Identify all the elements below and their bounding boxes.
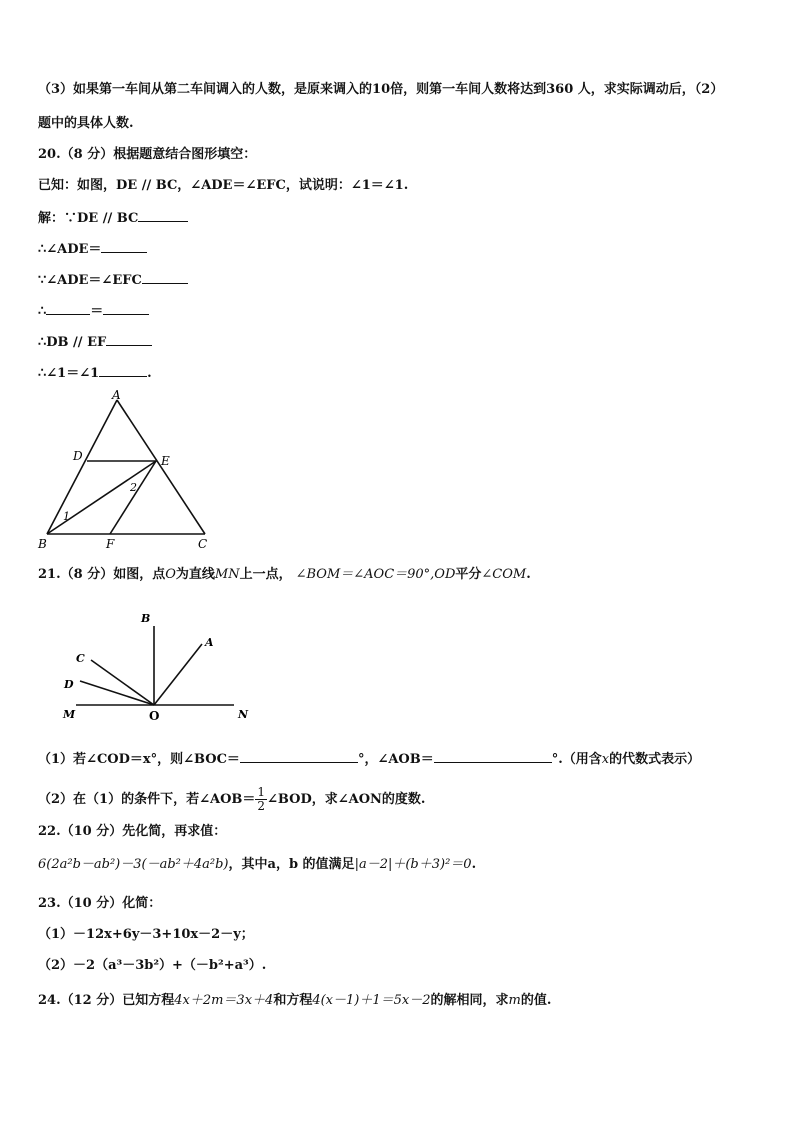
q21-part1-d: 的代数式表示） <box>609 752 701 767</box>
fraction-numerator: 1 <box>257 785 266 799</box>
q20-given: 已知：如图，DE // BC，∠ADE＝∠EFC，试说明：∠1＝∠1. <box>38 178 409 193</box>
answer-blank[interactable] <box>99 364 147 377</box>
q21-part2-b: ∠BOD，求∠AON的度数. <box>267 792 426 807</box>
q19-part3-line2: 题中的具体人数. <box>38 116 134 131</box>
label-b: B <box>38 537 47 551</box>
ray-od <box>80 681 154 705</box>
q20-step-2-text: ∴∠ADE＝ <box>38 242 102 257</box>
label-e: E <box>161 454 170 468</box>
angle-label-1: 1 <box>63 510 70 523</box>
fraction-denominator: 2 <box>257 799 266 813</box>
answer-blank[interactable] <box>106 333 152 346</box>
q20-step-1-text: 解：∵DE // BC <box>38 211 139 226</box>
q22-end: . <box>471 857 477 872</box>
q21-heading <box>38 567 531 583</box>
label-f: F <box>106 537 115 551</box>
q22-mid: ，其中a，b 的值满足 <box>228 857 355 872</box>
q21-part1-x: x <box>601 752 610 767</box>
q22-heading: 22.（10 分）先化简，再求值： <box>38 824 227 839</box>
q24-line <box>38 993 551 1009</box>
q24-equation-1: 4x＋2m＝3x＋4 <box>174 993 274 1008</box>
q23-part2: （2）－2（a³－3b²）+（－b²+a³）. <box>38 958 267 973</box>
q21-line-mn: MN <box>214 567 240 582</box>
label-n: N <box>238 708 249 721</box>
q20-step-5-text: ∴DB // EF <box>38 335 107 350</box>
q22-expression-line <box>38 857 476 873</box>
label-d: D <box>73 449 83 463</box>
q22-condition: |a－2|＋(b＋3)²＝0 <box>354 857 472 872</box>
q24-equation-2: 4(x－1)＋1＝5x－2 <box>312 993 431 1008</box>
q20-step-5 <box>38 333 152 351</box>
q21-point-o: O <box>165 567 176 582</box>
q20-step-4-text: ∴ <box>38 304 47 319</box>
q21-text4: 平分 <box>455 567 482 582</box>
answer-blank[interactable] <box>142 271 188 284</box>
q20-step-6-period: . <box>147 366 152 381</box>
q24-text-c: 的解相同，求 <box>430 993 509 1008</box>
q20-step-6-text: ∴∠1＝∠1 <box>38 366 100 381</box>
q20-heading: 20.（8 分）根据题意结合图形填空： <box>38 147 257 162</box>
q19-part3-line1: （3）如果第一车间从第二车间调入的人数，是原来调入的10倍，则第一车间人数将达到360 人，求实际调动后，（2） <box>38 82 724 97</box>
label-a: A <box>112 388 121 402</box>
answer-blank[interactable] <box>240 750 358 763</box>
answer-blank[interactable] <box>46 302 90 315</box>
q21-part1-a: （1）若∠COD＝x°，则∠BOC＝ <box>38 752 240 767</box>
q20-step-4 <box>38 302 149 320</box>
q24-variable-m: m <box>508 993 521 1008</box>
ray-oc <box>91 660 154 705</box>
fraction-one-half <box>255 786 267 813</box>
q24-text-d: 的值. <box>520 993 552 1008</box>
answer-blank[interactable] <box>101 240 147 253</box>
q20-step-2 <box>38 240 147 258</box>
label-b: B <box>141 612 151 625</box>
q20-step-4-equals: ＝ <box>90 304 104 319</box>
q22-expression: 6(2a²b－ab²)－3(－ab²＋4a²b) <box>38 857 229 872</box>
q21-part2 <box>38 786 425 813</box>
q21-part1-c: °.（用含 <box>551 752 602 767</box>
q21-part1 <box>38 750 700 768</box>
q21-part1-b: °，∠AOB＝ <box>357 752 434 767</box>
q21-bisected-angle: ∠COM <box>481 567 527 582</box>
triangle-figure <box>30 388 230 553</box>
ray-oa <box>154 644 202 705</box>
answer-blank[interactable] <box>103 302 149 315</box>
q21-part2-a: （2）在（1）的条件下，若∠AOB＝ <box>38 792 256 807</box>
side-ab <box>47 400 117 534</box>
q23-part1: （1）－12x+6y－3+10x－2－y； <box>38 927 254 942</box>
q24-text-b: 和方程 <box>273 993 313 1008</box>
label-d: D <box>64 678 74 691</box>
q20-step-3-text: ∵∠ADE＝∠EFC <box>38 273 142 288</box>
q23-heading: 23.（10 分）化简： <box>38 896 162 911</box>
segment-ef <box>110 461 156 534</box>
label-c: C <box>198 537 208 551</box>
answer-blank[interactable] <box>138 209 188 222</box>
q24-text-a: 24.（12 分）已知方程 <box>38 993 175 1008</box>
segment-be <box>47 461 156 534</box>
angle-label-2: 2 <box>130 481 137 494</box>
label-a: A <box>205 636 214 649</box>
angles-figure <box>58 608 258 726</box>
label-o: O <box>149 709 160 723</box>
q21-end: . <box>526 567 531 582</box>
label-c: C <box>76 652 85 665</box>
q21-condition: ∠BOM＝∠AOC＝90°,OD <box>295 567 456 582</box>
q20-step-1 <box>38 209 188 227</box>
q20-step-6 <box>38 364 152 382</box>
q21-heading-text: 21.（8 分）如图，点 <box>38 567 166 582</box>
q21-text2: 为直线 <box>175 567 215 582</box>
label-m: M <box>63 708 76 721</box>
answer-blank[interactable] <box>434 750 552 763</box>
q21-text3: 上一点， <box>239 567 292 582</box>
q20-step-3 <box>38 271 188 289</box>
